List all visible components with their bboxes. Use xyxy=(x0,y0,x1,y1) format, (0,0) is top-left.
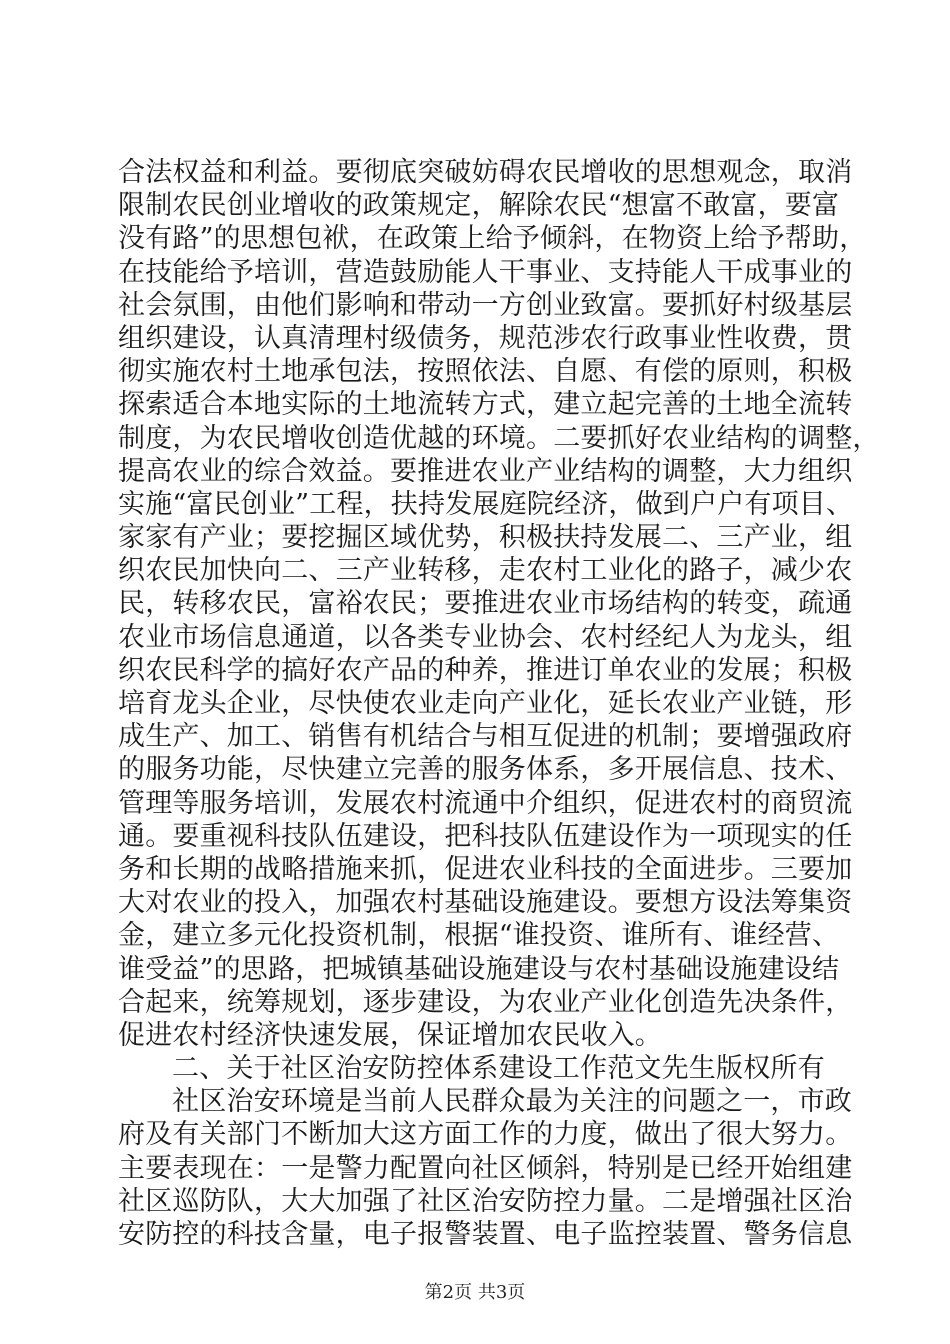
text-line: 限制农民创业增收的政策规定，解除农民“想富不敢富，要富 xyxy=(118,190,840,222)
text-line: 制度，为农民增收创造优越的环境。二要抓好农业结构的调整， xyxy=(118,422,880,454)
text-line: 社区治安环境是当前人民群众最为关注的问题之一，市政 xyxy=(172,1086,852,1118)
text-line: 合法权益和利益。要彻底突破妨碍农民增收的思想观念，取消 xyxy=(118,157,853,188)
text-line: 府及有关部门不断加大这方面工作的力度，做出了很大努力。 xyxy=(118,1119,853,1151)
text-line: 织农民加快向二、三产业转移，走农村工业化的路子，减少农 xyxy=(118,555,853,587)
text-line: 组织建设，认真清理村级债务，规范涉农行政事业性收费，贯 xyxy=(118,322,853,354)
text-line: 金，建立多元化投资机制，根据“谁投资、谁所有、谁经营、 xyxy=(118,920,840,952)
text-line: 提高农业的综合效益。要推进农业产业结构的调整，大力组织 xyxy=(118,455,853,487)
text-line: 务和长期的战略措施来抓，促进农业科技的全面进步。三要加 xyxy=(118,853,853,885)
text-line: 农业市场信息通道，以各类专业协会、农村经纪人为龙头，组 xyxy=(118,621,853,653)
text-line: 没有路”的思想包袱，在政策上给予倾斜，在物资上给予帮助， xyxy=(118,223,867,255)
text-line: 社会氛围，由他们影响和带动一方创业致富。要抓好村级基层 xyxy=(118,289,853,321)
text-line: 在技能给予培训，营造鼓励能人干事业、支持能人干成事业的 xyxy=(118,256,853,288)
text-line: 主要表现在：一是警力配置向社区倾斜，特别是已经开始组建 xyxy=(118,1152,853,1184)
text-line: 通。要重视科技队伍建设，把科技队伍建设作为一项现实的任 xyxy=(118,820,853,852)
text-line: 探索适合本地实际的土地流转方式，建立起完善的土地全流转 xyxy=(118,389,853,421)
text-line: 培育龙头企业，尽快使农业走向产业化，延长农业产业链，形 xyxy=(118,688,853,719)
text-line: 二、关于社区治安防控体系建设工作范文先生版权所有 xyxy=(172,1053,825,1085)
text-line: 社区巡防队，大大加强了社区治安防控力量。二是增强社区治 xyxy=(118,1185,853,1217)
text-line: 民，转移农民，富裕农民；要推进农业市场结构的转变，疏通 xyxy=(118,588,853,620)
text-line: 织农民科学的搞好农产品的种养，推进订单农业的发展；积极 xyxy=(118,654,853,686)
text-line: 家家有产业；要挖掘区域优势，积极扶持发展二、三产业，组 xyxy=(118,522,853,554)
text-line: 谁受益”的思路，把城镇基础设施建设与农村基础设施建设结 xyxy=(118,953,840,985)
page-footer: 第2页 共3页 xyxy=(424,1282,526,1303)
text-line: 管理等服务培训，发展农村流通中介组织，促进农村的商贸流 xyxy=(118,787,853,819)
document-body xyxy=(118,156,880,1251)
text-line: 合起来，统筹规划，逐步建设，为农业产业化创造先决条件， xyxy=(118,986,853,1018)
text-line: 彻实施农村土地承包法，按照依法、自愿、有偿的原则，积极 xyxy=(118,356,853,388)
text-line: 促进农村经济快速发展，保证增加农民收入。 xyxy=(118,1019,662,1051)
text-line: 成生产、加工、销售有机结合与相互促进的机制；要增强政府 xyxy=(118,721,853,753)
text-line: 的服务功能，尽快建立完善的服务体系，多开展信息、技术、 xyxy=(118,754,853,786)
text-line: 大对农业的投入，加强农村基础设施建设。要想方设法筹集资 xyxy=(118,887,853,919)
text-line: 实施“富民创业”工程，扶持发展庭院经济，做到户户有项目、 xyxy=(118,488,854,520)
text-line: 安防控的科技含量，电子报警装置、电子监控装置、警务信息 xyxy=(118,1219,853,1250)
